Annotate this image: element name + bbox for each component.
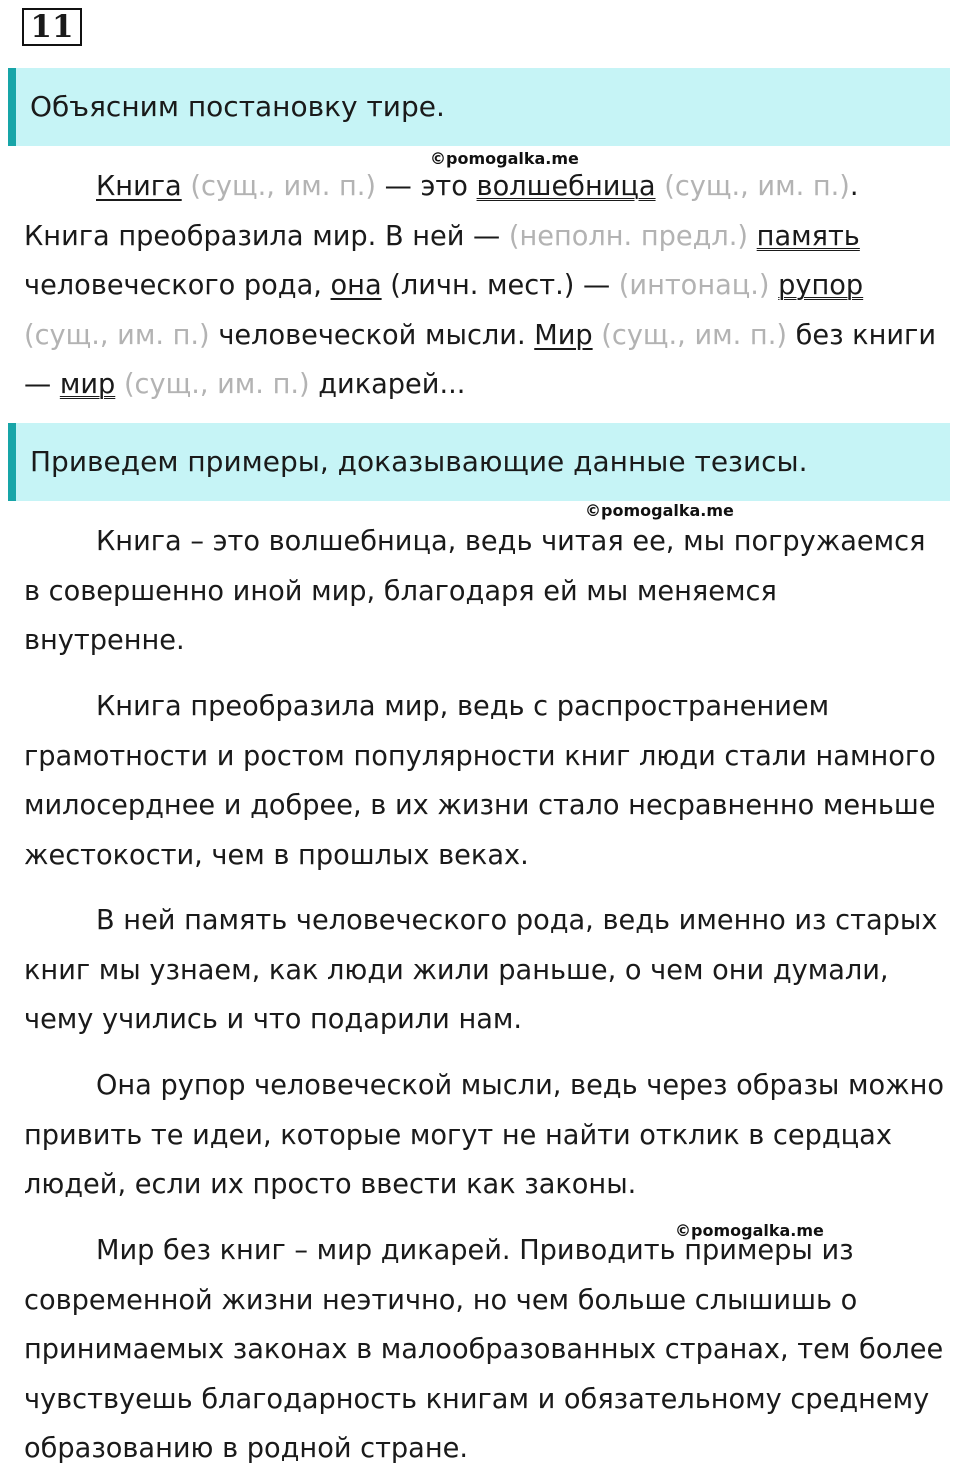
analysis-text: человеческого рода,: [24, 270, 331, 301]
analysis-text: (личн. мест.) —: [381, 270, 619, 301]
analysis-text: . Книга преобразила мир. В ней —: [24, 171, 859, 252]
grammar-note: (неполн. предл.): [508, 220, 749, 252]
analysis-text: — это: [376, 171, 477, 202]
analysis-text: человеческой мысли.: [209, 319, 535, 351]
grammar-note: (сущ., им. п.): [123, 369, 310, 400]
example-paragraph: [24, 517, 946, 666]
grammar-note: (сущ., им. п.): [190, 171, 377, 202]
predicate-word: мир: [59, 369, 116, 400]
example-text: Книга преобразила мир, ведь с распространением грамотности и ростом популярности книг люди стали намного милосерднее и добрее, в их жизни стало несравненно меньше жестокости, чем в прошлых веках.: [24, 691, 936, 871]
example-paragraph: [24, 1061, 946, 1210]
grammar-note: (сущ., им. п.): [24, 319, 210, 351]
analysis-text: [748, 221, 757, 252]
subject-word: она: [330, 270, 382, 301]
example-paragraph: [24, 896, 946, 1045]
analysis-text: [115, 369, 124, 400]
task-number: 11: [22, 8, 82, 46]
section-heading-examples: Приведем примеры, доказывающие данные тезисы.: [8, 423, 950, 501]
predicate-word: рупор: [778, 270, 864, 301]
subject-word: Книга: [96, 171, 182, 202]
watermark: ©pomogalka.me: [430, 149, 579, 168]
analysis-text: дикарей...: [309, 369, 466, 400]
subject-word: Мир: [534, 319, 593, 351]
watermark: ©pomogalka.me: [675, 1221, 824, 1240]
example-text: Мир без книг – мир дикарей. Приводить примеры из современной жизни неэтично, но чем больше слышишь о принимаемых законах в малообразованных странах, тем более чувствуешь благодарность книгам и обязательному среднему образованию в родной стране.: [24, 1235, 944, 1464]
example-text: Книга – это волшебница, ведь читая ее, мы погружаемся в совершенно иной мир, благодаря ей мы меняемся внутренне.: [24, 526, 926, 656]
analysis-text: без книги —: [24, 319, 937, 400]
example-paragraph: [24, 1226, 946, 1474]
example-text: Она рупор человеческой мысли, ведь через образы можно привить те идеи, которые могут не найти отклик в сердцах людей, если их просто ввести как законы.: [24, 1070, 945, 1200]
grammar-note: (сущ., им. п.): [664, 171, 850, 202]
analysis-text: [656, 171, 665, 202]
example-text: В ней память человеческого рода, ведь именно из старых книг мы узнаем, как люди жили раньше, о чем они думали, чему учились и что подарили нам.: [24, 905, 938, 1035]
section-heading-dash: Объясним постановку тире.: [8, 68, 950, 146]
predicate-word: память: [756, 220, 860, 252]
dash-analysis-paragraph: [24, 162, 946, 410]
analysis-text: [593, 320, 602, 351]
watermark: ©pomogalka.me: [585, 501, 734, 520]
predicate-word: волшебница: [476, 171, 656, 202]
example-paragraph: [24, 682, 946, 880]
grammar-note: (интонац.): [618, 270, 770, 301]
analysis-text: [770, 270, 779, 301]
grammar-note: (сущ., им. п.): [601, 319, 787, 351]
